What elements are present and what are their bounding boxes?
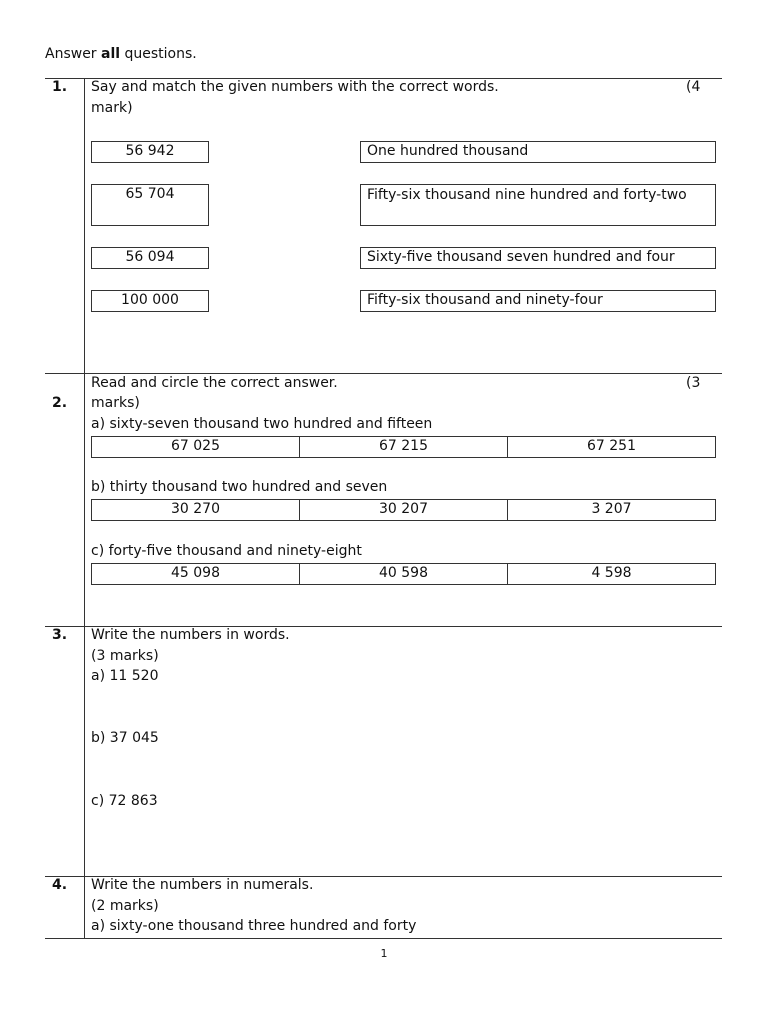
page-number: 1	[380, 947, 388, 960]
row-divider	[45, 938, 722, 939]
question-instruction: Read and circle the correct answer.	[91, 375, 338, 391]
question-number: 1.	[52, 79, 68, 95]
answer-option[interactable]: 3 207	[591, 501, 632, 517]
question-instruction: Write the numbers in numerals.	[91, 877, 314, 893]
intro-bold-word: all	[101, 46, 121, 62]
answer-options-row	[91, 499, 716, 521]
word-box: Fifty-six thousand nine hundred and forty-two	[360, 184, 716, 226]
part-label: a) sixty-one thousand three hundred and forty	[91, 918, 417, 934]
intro-suffix: questions.	[120, 46, 197, 62]
answer-option[interactable]: 30 207	[300, 500, 508, 520]
answer-option[interactable]: 67 215	[300, 437, 508, 457]
intro-prefix: Answer	[45, 46, 102, 62]
marks-label: (4	[686, 79, 701, 95]
question-instruction: Write the numbers in words.	[91, 627, 290, 643]
number-box: 100 000	[91, 290, 209, 312]
marks-label: (3 marks)	[91, 648, 159, 664]
question-number: 3.	[52, 627, 68, 643]
marks-label: (3	[686, 375, 701, 391]
instructions-line	[45, 44, 197, 65]
question-number: 4.	[52, 877, 68, 893]
answer-options-row	[91, 436, 716, 458]
part-label: c) 72 863	[91, 793, 158, 809]
word-box: One hundred thousand	[360, 141, 716, 163]
question-instruction: Say and match the given numbers with the correct words.	[91, 79, 499, 95]
word-box: Sixty-five thousand seven hundred and four	[360, 247, 716, 269]
part-label: b) thirty thousand two hundred and seven	[91, 479, 388, 495]
part-label: b) 37 045	[91, 730, 159, 746]
marks-label-continued: marks)	[91, 395, 140, 411]
number-box: 65 704	[91, 184, 209, 226]
number-box: 56 094	[91, 247, 209, 269]
marks-label: (2 marks)	[91, 898, 159, 914]
answer-option[interactable]: 67 251	[587, 438, 636, 454]
part-label: a) 11 520	[91, 668, 159, 684]
number-box: 56 942	[91, 141, 209, 163]
answer-option[interactable]: 4 598	[591, 565, 632, 581]
answer-option[interactable]: 40 598	[300, 564, 508, 584]
number-column-divider	[84, 78, 85, 938]
answer-option[interactable]: 45 098	[92, 564, 300, 584]
question-number: 2.	[52, 395, 68, 411]
marks-label-continued: mark)	[91, 100, 133, 116]
answer-option[interactable]: 30 270	[92, 500, 300, 520]
word-box: Fifty-six thousand and ninety-four	[360, 290, 716, 312]
part-label: a) sixty-seven thousand two hundred and fifteen	[91, 416, 433, 432]
part-label: c) forty-five thousand and ninety-eight	[91, 543, 362, 559]
answer-option[interactable]: 67 025	[92, 437, 300, 457]
answer-options-row	[91, 563, 716, 585]
